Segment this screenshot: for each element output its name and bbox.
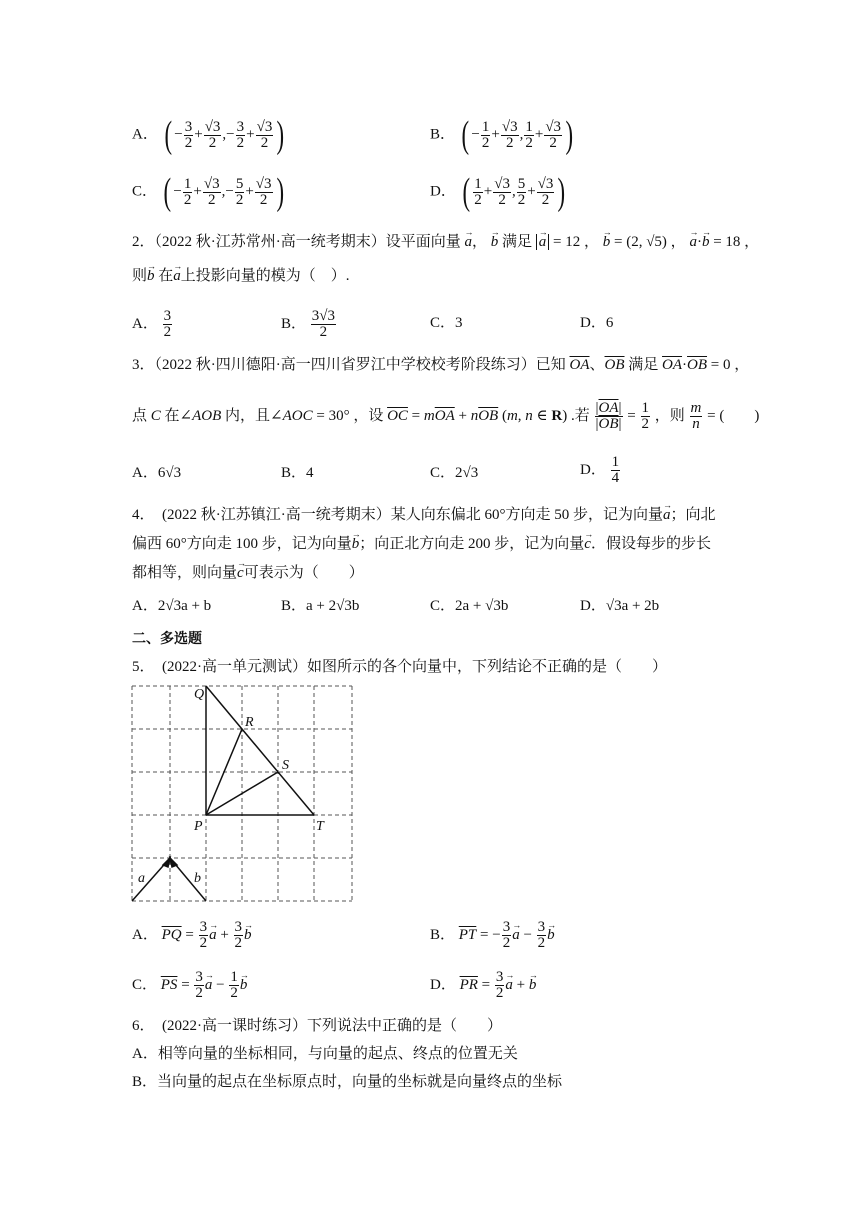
q4-option-c[interactable]: C．2a + √3b: [430, 598, 509, 614]
q1-option-a[interactable]: A． ( − $\frac{3}{2}$ + $\frac{√3}{2}$ ,− $\frac{3}{2}$ + $\frac{√3}{2}$ ): [132, 116, 287, 154]
q5-vector-grid-figure: [130, 684, 355, 906]
q5-option-a[interactable]: A． $\overline{PQ}$ = $\frac{3}{2}$ → a + $\frac{3}{2}$ → b: [132, 920, 252, 951]
q6-stem: 6． (2022·高一课时练习）下列说法中正确的是（ ）: [132, 1018, 502, 1034]
q5-option-c[interactable]: C． $\overline{PS}$ = $\frac{3}{2}$ → a − $\frac{1}{2}$ → b: [132, 970, 247, 1001]
q4-option-d[interactable]: D．√3a + 2b: [580, 598, 660, 614]
q1-option-b[interactable]: B． ( − $\frac{1}{2}$ + $\frac{√3}{2}$ , $\frac{1}{2}$ + $\frac{√3}{2}$ ): [430, 116, 576, 154]
q2-option-d[interactable]: D．6: [580, 315, 614, 331]
label-p: P: [194, 819, 203, 834]
q2-stem-line2: 则→ b 在→ a上投影向量的模为（ ）.: [132, 265, 350, 287]
q1-option-c[interactable]: C． ( − $\frac{1}{2}$ + $\frac{√3}{2}$ ,− $\frac{5}{2}$ + $\frac{√3}{2}$ ): [132, 173, 286, 211]
label-b: b: [194, 871, 201, 886]
q5-option-b[interactable]: B． $\overline{PT}$ = − $\frac{3}{2}$ → a − $\frac{3}{2}$ → b: [430, 920, 555, 951]
q1-option-b-expr: ( − $\frac{1}{2}$ + $\frac{√3}{2}$ , $\frac{1}{2}$ + $\frac{√3}{2}$ ): [461, 114, 574, 156]
q2-stem-line1: 2．（2022 秋·江苏常州·高一统考期末）设平面向量 → a， → b 满足 → a = 12 ， → b = (2, √5) ， → a·→ b = 18 ，: [132, 231, 759, 253]
q3-option-d[interactable]: D． $\frac{1}{4}$: [580, 454, 620, 486]
q6-option-b[interactable]: B．当向量的起点在坐标原点时，向量的坐标就是向量终点的坐标: [132, 1074, 563, 1090]
q4-stem-line2: 偏西 60°方向走 100 步，记为向量→ b；向正北方向走 200 步，记为向量→ c．假设每步的步长: [132, 533, 711, 555]
q3-option-b[interactable]: B．4: [281, 465, 314, 481]
label-s: S: [282, 758, 289, 773]
q2-option-b[interactable]: B． $\frac{3√3}{2}$: [281, 308, 335, 340]
q1-option-d[interactable]: D． ( $\frac{1}{2}$ + $\frac{√3}{2}$ , $\frac{5}{2}$ + $\frac{√3}{2}$ ): [430, 173, 568, 211]
label-a: a: [138, 871, 145, 886]
q3-option-a[interactable]: A．6√3: [132, 465, 182, 481]
label-t: T: [316, 819, 324, 834]
section-heading: 二、多选题: [132, 631, 202, 647]
q4-option-b[interactable]: B．a + 2√3b: [281, 598, 360, 614]
q5-option-d[interactable]: D． $\overline{PR}$ = $\frac{3}{2}$ → a + → b: [430, 970, 536, 1001]
q3-option-c[interactable]: C．2√3: [430, 465, 479, 481]
q2-option-c[interactable]: C．3: [430, 315, 463, 331]
q1-option-c-expr: ( − $\frac{1}{2}$ + $\frac{√3}{2}$ ,− $\frac{5}{2}$ + $\frac{√3}{2}$ ): [163, 171, 284, 213]
q3-stem-line1: 3．（2022 秋·四川德阳·高一四川省罗江中学校校考阶段练习）已知 $\overline{OA}$、$\overline{OB}$ 满足 $\overline{OA}\cdot\overline{OB} = 0$ ，: [132, 357, 750, 373]
q4-stem-line3: 都相等，则向量→ c可表示为（ ）: [132, 562, 364, 584]
label-r: R: [245, 715, 254, 730]
q5-stem: 5． (2022·高一单元测试）如图所示的各个向量中，下列结论不正确的是（ ）: [132, 659, 667, 675]
triangle-lines: [206, 686, 314, 815]
q1-option-a-expr: ( − $\frac{3}{2}$ + $\frac{√3}{2}$ ,− $\frac{3}{2}$ + $\frac{√3}{2}$ ): [164, 114, 285, 156]
q1-option-d-expr: ( $\frac{1}{2}$ + $\frac{√3}{2}$ , $\frac{5}{2}$ + $\frac{√3}{2}$ ): [462, 171, 566, 213]
q6-option-a[interactable]: A．相等向量的坐标相同，与向量的起点、终点的位置无关: [132, 1046, 518, 1062]
q4-stem-line1: 4． (2022 秋·江苏镇江·高一统考期末）某人向东偏北 60°方向走 50 步，记为向量→ a；向北: [132, 504, 716, 526]
q3-stem-line2: 点 C 在∠AOB 内，且∠AOC = 30° ，设 $\overline{OC} = m\overline{OA} + n\overline{OB}$ (m, n ∈ R) .若 $\frac{|\overline{OA}|}{|\overline{OB}|}$ = $\frac{1}{2}$ ，则 $\frac{m}{n}$ = ( ): [132, 400, 760, 432]
q4-option-a[interactable]: A．2√3a + b: [132, 598, 212, 614]
q2-option-a[interactable]: A． $\frac{3}{2}$: [132, 308, 172, 340]
label-q: Q: [194, 687, 205, 702]
